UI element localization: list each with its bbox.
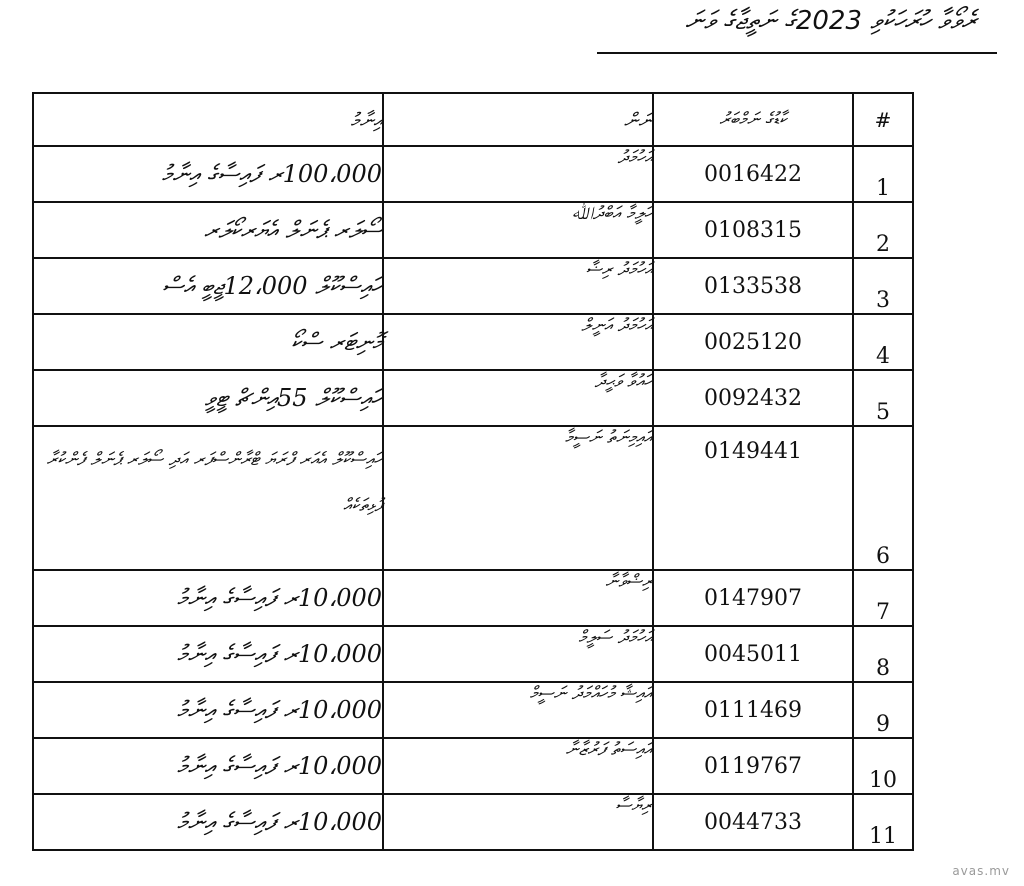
name-cell: އަހުމަދު ސަލީމް — [383, 626, 653, 682]
number-cell: 3 — [853, 258, 913, 314]
name-cell: އަހުމަދު ރިޟާ — [383, 258, 653, 314]
award-cell: 100،000ރ ފައިސާގެ އިނާމު — [33, 146, 383, 202]
id-cell: 0108315 — [653, 202, 853, 258]
number-cell: 2 — [853, 202, 913, 258]
table-row — [33, 370, 913, 426]
award-cell: 10،000ރ ފައިސާގެ އިނާމު — [33, 626, 383, 682]
number-cell: 10 — [853, 738, 913, 794]
name-cell: ރިޟްވާނާ — [383, 570, 653, 626]
id-cell: 0045011 — [653, 626, 853, 682]
id-cell: 0149441 — [653, 426, 853, 570]
award-cell: 10،000ރ ފައިސާގެ އިނާމު — [33, 570, 383, 626]
table-row — [33, 682, 913, 738]
header-id-card: ކާޑުގެ ނަމްބަރު — [653, 93, 853, 146]
id-cell: 0111469 — [653, 682, 853, 738]
header-number: # — [853, 93, 913, 146]
header-award: އިނާމު — [33, 93, 383, 146]
title-underline — [597, 52, 997, 54]
id-cell: 0016422 — [653, 146, 853, 202]
number-cell: 4 — [853, 314, 913, 370]
award-cell: ހައިސްކޫލް 12،000ޖީބީ އެސް — [33, 258, 383, 314]
id-cell: 0044733 — [653, 794, 853, 850]
table-row — [33, 570, 913, 626]
name-cell: އައިޝާ މުހައްމަދު ނަސީމް — [383, 682, 653, 738]
award-cell: 10،000ރ ފައިސާގެ އިނާމު — [33, 738, 383, 794]
name-cell: އަހުމަދު — [383, 146, 653, 202]
table-row — [33, 258, 913, 314]
table-row — [33, 426, 913, 570]
number-cell: 8 — [853, 626, 913, 682]
id-cell: 0092432 — [653, 370, 853, 426]
name-cell: އައިސަތު ފަރުޒާނާ — [383, 738, 653, 794]
name-cell: ހައުވާ ވަޙީދާ — [383, 370, 653, 426]
id-cell: 0025120 — [653, 314, 853, 370]
name-cell: ހަލީމާ އަބްދުﷲ — [383, 202, 653, 258]
number-cell: 1 — [853, 146, 913, 202]
table-row — [33, 202, 913, 258]
table-row — [33, 314, 913, 370]
winners-table — [32, 92, 914, 851]
number-cell: 7 — [853, 570, 913, 626]
watermark: avas.mv — [952, 864, 1010, 878]
award-cell: ސޯލަރ ޕެނަލް އެޔަރކޯލަރ — [33, 202, 383, 258]
number-cell: 11 — [853, 794, 913, 850]
id-cell: 0133538 — [653, 258, 853, 314]
number-cell: 5 — [853, 370, 913, 426]
name-cell: އަހުމަދު އަނީލް — [383, 314, 653, 370]
number-cell: 6 — [853, 426, 913, 570]
award-cell: ހައިސްކޫލް 55އިންޗް ޓީވީ — [33, 370, 383, 426]
number-cell: 9 — [853, 682, 913, 738]
id-cell: 0147907 — [653, 570, 853, 626]
id-cell: 0119767 — [653, 738, 853, 794]
page-title: ރެވޯވާ ހުރަހަކުވި 2023ގެ ނަތީޖާގެ ވަނަ — [685, 6, 976, 36]
award-cell: 10،000ރ ފައިސާގެ އިނާމު — [33, 682, 383, 738]
table-row — [33, 626, 913, 682]
header-name: ނަން — [383, 93, 653, 146]
award-cell: ހައިސްކޫލް އެއަރ ފްރަޔަ ޓްރާންސްފަރ އަދި ސޯލަރ ޕެނަލް ފެންކުރާ ފުޅިތަކެއް — [33, 426, 383, 570]
table-row — [33, 738, 913, 794]
name-cell: ރިޔާސާ — [383, 794, 653, 850]
award-cell: 10،000ރ ފައިސާގެ އިނާމު — [33, 794, 383, 850]
table-row — [33, 146, 913, 202]
award-cell: މޮނިޓަރ ސްކޯ — [33, 314, 383, 370]
table-row — [33, 794, 913, 850]
name-cell: އައިމިނަތު ނަސީމާ — [383, 426, 653, 570]
table-body — [33, 146, 913, 850]
table-header-row — [33, 93, 913, 146]
